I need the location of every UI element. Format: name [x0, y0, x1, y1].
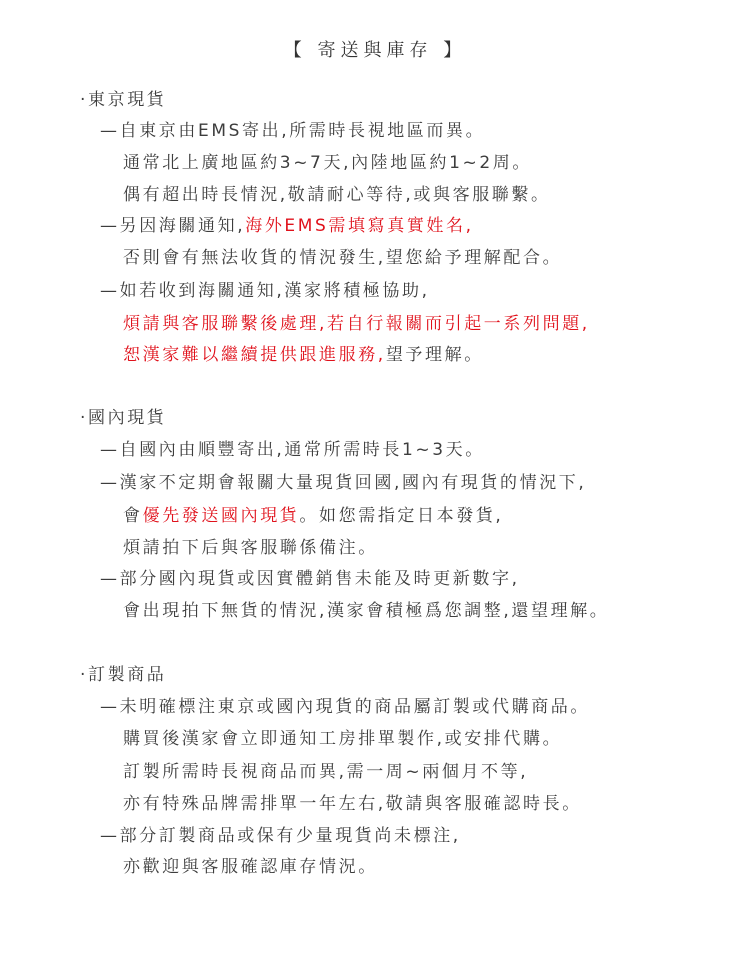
- text-line: 煩請拍下后與客服聯係備注。: [123, 538, 378, 558]
- text-line: 購買後漢家會立即通知工房排單製作,或安排代購。: [123, 729, 563, 749]
- highlight-text: 煩請與客服聯繫後處理,若自行報關而引起一系列問題,: [123, 314, 590, 334]
- text-line: [123, 311, 590, 337]
- text-line: 訂製所需時長視商品而異,需一周~兩個月不等,: [123, 762, 529, 782]
- section-heading-custom-items: ‧訂製商品: [80, 665, 167, 685]
- text-line: 會出現拍下無貨的情況,漢家會積極爲您調整,還望理解。: [123, 601, 610, 621]
- text-line: —如若收到海關通知,漢家將積極協助,: [100, 281, 430, 301]
- text-line: [100, 213, 474, 239]
- text-line: 偶有超出時長情況,敬請耐心等待,或與客服聯繫。: [123, 185, 551, 205]
- text-segment: 望予理解。: [385, 345, 484, 365]
- section-heading-domestic-stock: ‧國內現貨: [80, 408, 167, 428]
- text-line: 亦有特殊品牌需排單一年左右,敬請與客服確認時長。: [123, 794, 582, 814]
- text-segment: 會: [123, 506, 143, 526]
- text-segment: 。如您需指定日本發貨,: [299, 506, 504, 526]
- highlight-text: 恕漢家難以繼續提供跟進服務,: [123, 345, 386, 365]
- section-heading-tokyo-stock: ‧東京現貨: [80, 90, 167, 110]
- text-segment: —另因海關通知,: [100, 216, 246, 236]
- text-line: —部分國內現貨或因實體銷售未能及時更新數字,: [100, 569, 520, 589]
- highlight-text: 優先發送國內現貨: [142, 506, 300, 526]
- text-line: 否則會有無法收貨的情況發生,望您給予理解配合。: [123, 248, 563, 268]
- text-line: 通常北上廣地區約3~7天,內陸地區約1~2周。: [123, 153, 532, 173]
- text-line: —自國內由順豐寄出,通常所需時長1~3天。: [100, 440, 485, 460]
- text-line: [123, 342, 484, 368]
- text-line: —部分訂製商品或保有少量現貨尚未標注,: [100, 826, 461, 846]
- text-line: [123, 503, 503, 529]
- text-line: —未明確標注東京或國內現貨的商品屬訂製或代購商品。: [100, 697, 590, 717]
- text-line: 亦歡迎與客服確認庫存情況。: [123, 857, 378, 877]
- text-line: —漢家不定期會報關大量現貨回國,國內有現貨的情況下,: [100, 473, 587, 493]
- highlight-text: 海外EMS需填寫真實姓名,: [245, 216, 474, 236]
- text-line: —自東京由EMS寄出,所需時長視地區而異。: [100, 121, 486, 141]
- page-title: 【 寄送與庫存 】: [283, 40, 467, 61]
